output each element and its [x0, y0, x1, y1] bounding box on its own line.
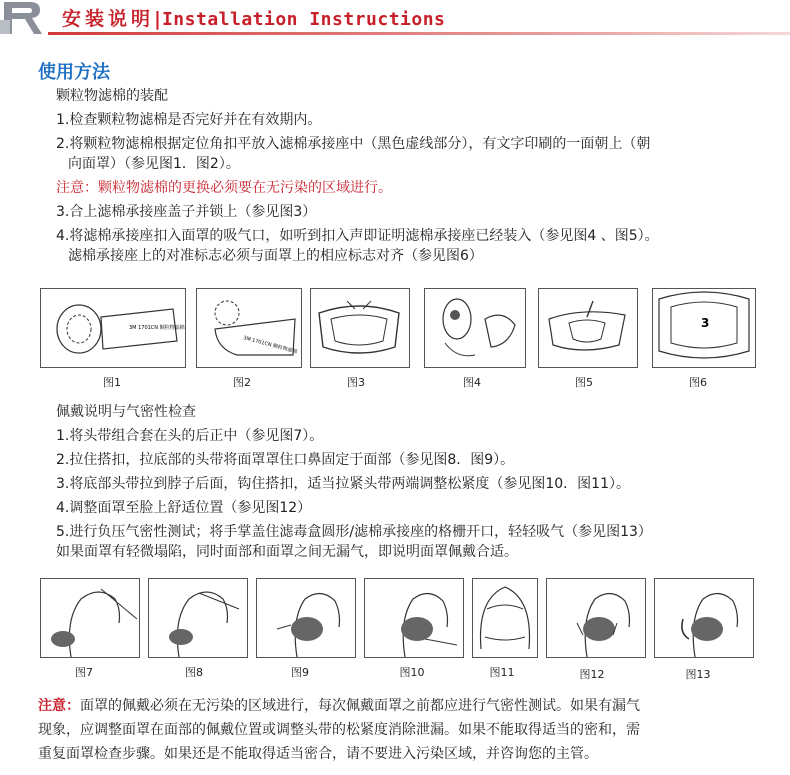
part2-heading: 佩戴说明与气密性检查 [56, 404, 196, 420]
figure-3 [310, 288, 410, 368]
figure-9 [256, 578, 356, 658]
fit-step-illustration [257, 579, 355, 657]
fig1-print: 3M 1701CN 颗粒物滤棉 [129, 325, 185, 331]
fig2-print: 3M 1701CN 颗粒物滤棉 [242, 335, 298, 356]
part1-step4a: 4.将滤棉承接座扣入面罩的吸气口，如听到扣入声即证明滤棉承接座已经装入（参见图4 、图5）。 [56, 228, 659, 244]
header-divider [48, 32, 790, 35]
snap-in-illustration [539, 289, 637, 367]
header-title-cn: 安装说明 [62, 8, 155, 30]
head-back-illustration [473, 579, 537, 657]
note-label: 注意： [38, 698, 80, 714]
caption-fig12: 图12 [579, 668, 605, 681]
part1-warning: 注意：颗粒物滤棉的更换必须要在无污染的区域进行。 [56, 180, 392, 196]
figure-1 [40, 288, 186, 368]
fit-step-illustration [655, 579, 753, 657]
filter-insert-illustration [197, 289, 301, 367]
note-line2: 现象，应调整面罩在面部的佩戴位置或调整头带的松紧度消除泄漏。如果不能取得适当的密和，需 [38, 722, 640, 738]
note-block [38, 694, 758, 766]
caption-fig6: 图6 [689, 376, 707, 389]
header-title [62, 4, 445, 31]
part2-step1: 1.将头带组合套在头的后正中（参见图7）。 [56, 428, 324, 444]
caption-fig1: 图1 [103, 376, 121, 389]
part2-step5a: 5.进行负压气密性测试；将手掌盖住滤毒盒圆形/滤棉承接座的格栅开口，轻轻吸气（参见图13） [56, 524, 652, 540]
figure-10 [364, 578, 464, 658]
attach-holder-illustration [425, 289, 525, 367]
fit-step-illustration [365, 579, 463, 657]
figure-11 [472, 578, 538, 658]
part1-step1: 1.检查颗粒物滤棉是否完好并在有效期内。 [56, 112, 322, 128]
fit-step-illustration [149, 579, 247, 657]
filter-holder-illustration [41, 289, 185, 367]
caption-fig13: 图13 [685, 668, 711, 681]
figure-4 [424, 288, 526, 368]
caption-fig4: 图4 [463, 376, 481, 389]
section-title: 使用方法 [38, 62, 110, 83]
fig6-mark: 3 [701, 316, 710, 330]
part1-step4b: 滤棉承接座上的对准标志必须与面罩上的相应标志对齐（参见图6） [68, 248, 483, 264]
caption-fig5: 图5 [575, 376, 593, 389]
fit-step-illustration [547, 579, 645, 657]
part1-step2a: 2.将颗粒物滤棉根据定位角扣平放入滤棉承接座中（黑色虚线部分），有文字印刷的一面朝上（朝 [56, 136, 651, 152]
figure-2 [196, 288, 302, 368]
figure-5 [538, 288, 638, 368]
part2-step3: 3.将底部头带拉到脖子后面，钩住搭扣，适当拉紧头带两端调整松紧度（参见图10．图11）。 [56, 476, 630, 492]
figure-7 [40, 578, 140, 658]
figure-8 [148, 578, 248, 658]
part2-step5b: 如果面罩有轻微塌陷，同时面部和面罩之间无漏气，即说明面罩佩戴合适。 [56, 544, 518, 560]
part2-step2: 2.拉住搭扣，拉底部的头带将面罩罩住口鼻固定于面部（参见图8．图9）。 [56, 452, 515, 468]
note-line3: 重复面罩检查步骤。如果还是不能取得适当密合，请不要进入污染区域，并咨询您的主管。 [38, 746, 598, 762]
header-title-en: Installation Instructions [161, 9, 446, 30]
caption-fig11: 图11 [489, 666, 515, 679]
header-separator: | [154, 8, 162, 30]
page-header [0, 0, 790, 36]
figure-12 [546, 578, 646, 658]
lock-cover-illustration [311, 289, 409, 367]
part2-step4: 4.调整面罩至脸上舒适位置（参见图12） [56, 500, 312, 516]
figure-6 [652, 288, 756, 368]
part1-step2b: 向面罩）（参见图1．图2）。 [68, 156, 240, 172]
alignment-mark-illustration [653, 289, 755, 367]
fit-step-illustration [41, 579, 139, 657]
part1-heading: 颗粒物滤棉的装配 [56, 88, 168, 104]
caption-fig8: 图8 [185, 666, 203, 679]
figure-13 [654, 578, 754, 658]
note-line1-text: 面罩的佩戴必须在无污染的区域进行，每次佩戴面罩之前都应进行气密性测试。如果有漏气 [80, 698, 640, 714]
caption-fig2: 图2 [233, 376, 251, 389]
note-line1 [38, 694, 758, 718]
brand-logo [0, 0, 46, 36]
caption-fig3: 图3 [347, 376, 365, 389]
part1-step3: 3.合上滤棉承接座盖子并锁上（参见图3） [56, 204, 317, 220]
caption-fig10: 图10 [399, 666, 425, 679]
caption-fig9: 图9 [291, 666, 309, 679]
caption-fig7: 图7 [75, 666, 93, 679]
